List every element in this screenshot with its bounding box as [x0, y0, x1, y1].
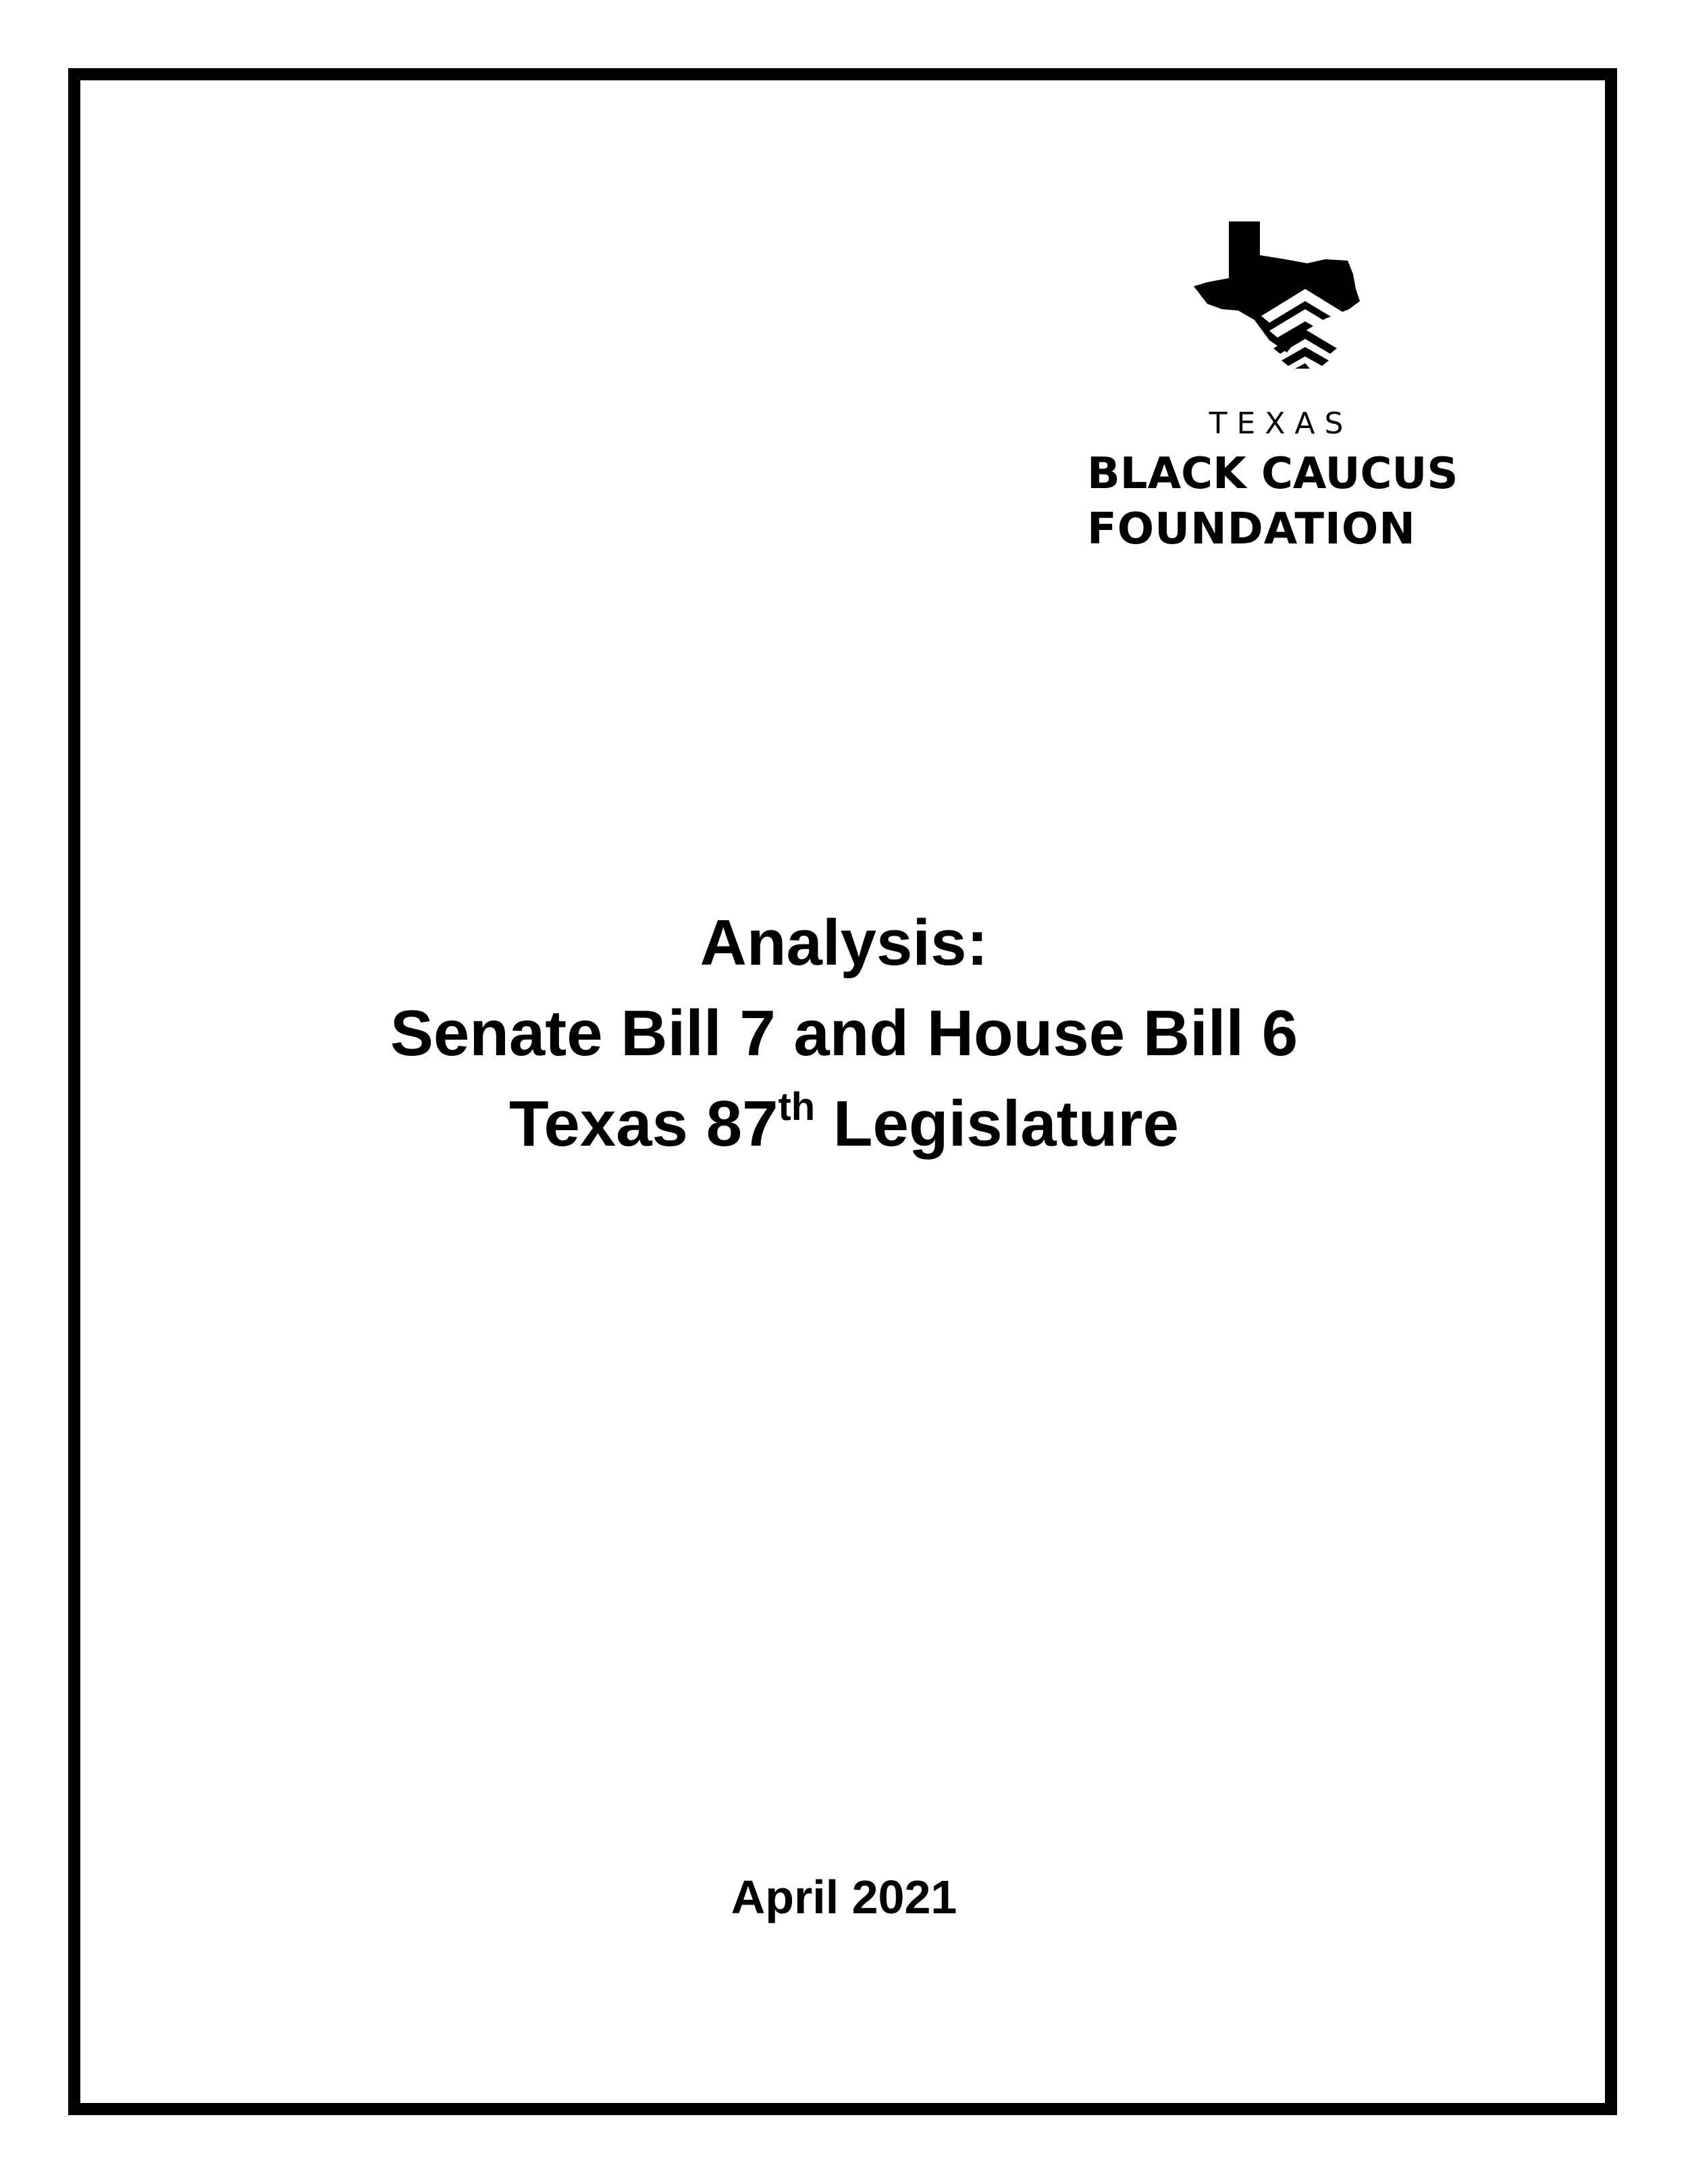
title-ordinal-suffix: th — [778, 1085, 816, 1129]
title-line-3-suffix: Legislature — [815, 1088, 1180, 1160]
texas-map-icon — [1187, 216, 1369, 371]
foundation-logo — [1074, 216, 1479, 567]
title-line-3 — [0, 1079, 1688, 1178]
logo-text-black-caucus: BLACK CAUCUS — [1087, 449, 1458, 499]
logo-text-texas: TEXAS — [1209, 406, 1353, 441]
title-line-3-prefix: Texas 87 — [508, 1088, 779, 1160]
title-line-2: Senate Bill 7 and House Bill 6 — [390, 997, 1298, 1069]
publication-date: April 2021 — [731, 1871, 957, 1923]
document-title — [0, 898, 1688, 1178]
logo-text-foundation: FOUNDATION — [1087, 504, 1416, 554]
title-line-1: Analysis: — [700, 907, 988, 979]
